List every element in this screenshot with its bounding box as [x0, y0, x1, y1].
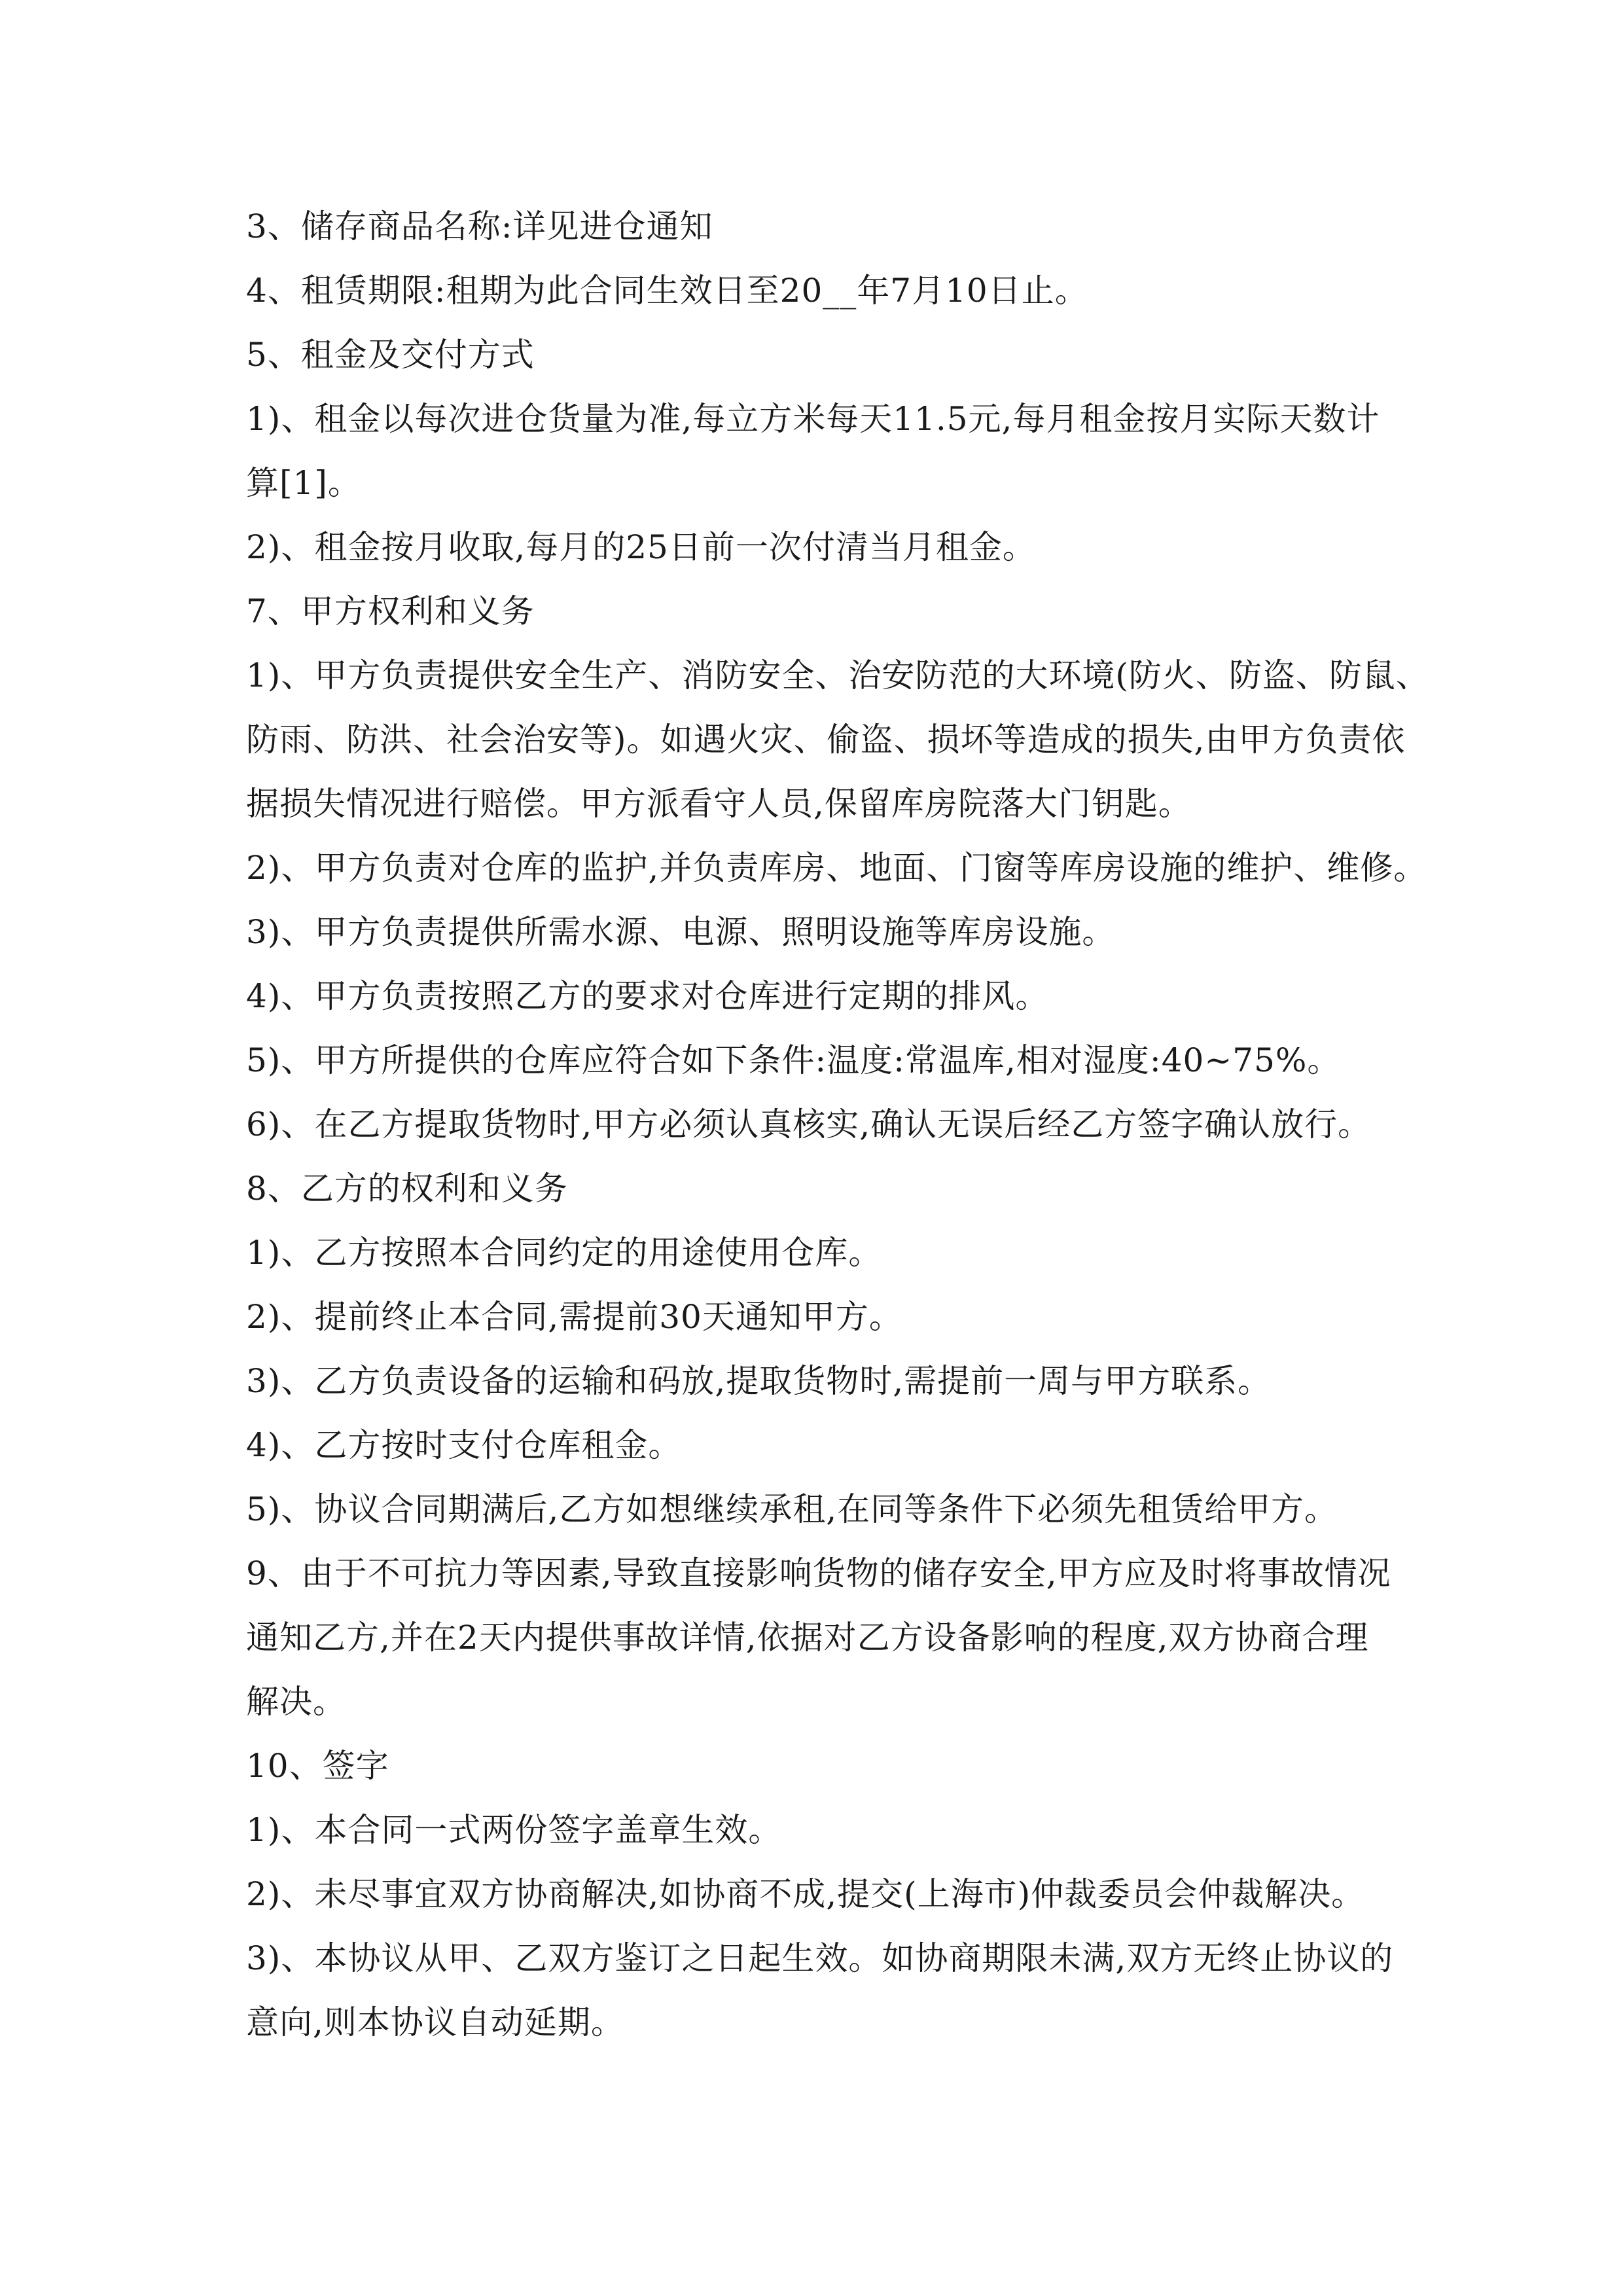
- text-line: 4、租赁期限:租期为此合同生效日至20__年7月10日止。: [246, 272, 1088, 310]
- text-line: 1)、租金以每次进仓货量为准,每立方米每天11.5元,每月租金按月实际天数计: [246, 400, 1380, 438]
- text-line: 3、储存商品名称:详见进仓通知: [246, 207, 713, 245]
- text-line: 3)、乙方负责设备的运输和码放,提取货物时,需提前一周与甲方联系。: [246, 1362, 1272, 1400]
- document-body: [246, 194, 1429, 2054]
- text-line: 2)、租金按月收取,每月的25日前一次付清当月租金。: [246, 528, 1036, 566]
- text-line: 解决。: [246, 1683, 346, 1721]
- text-line: 2)、甲方负责对仓库的监护,并负责库房、地面、门窗等库房设施的维护、维修。: [246, 849, 1427, 887]
- text-line: 4)、甲方负责按照乙方的要求对仓库进行定期的排风。: [246, 977, 1049, 1015]
- text-line: 防雨、防洪、社会治安等)。如遇火灾、偷盗、损坏等造成的损失,由甲方负责依: [246, 721, 1406, 759]
- text-line: 2)、提前终止本合同,需提前30天通知甲方。: [246, 1298, 902, 1336]
- text-line: 5、租金及交付方式: [246, 336, 535, 374]
- text-line: 意向,则本协议自动延期。: [246, 2003, 624, 2041]
- text-line: 5)、甲方所提供的仓库应符合如下条件:温度:常温库,相对湿度:40~75%。: [246, 1041, 1341, 1079]
- text-line: 3)、甲方负责提供所需水源、电源、照明设施等库房设施。: [246, 913, 1116, 951]
- text-line: 9、由于不可抗力等因素,导致直接影响货物的储存安全,甲方应及时将事故情况: [246, 1554, 1391, 1592]
- text-line: 7、甲方权利和义务: [246, 592, 535, 630]
- text-line: 算[1]。: [246, 464, 361, 502]
- text-line: 据损失情况进行赔偿。甲方派看守人员,保留库房院落大门钥匙。: [246, 785, 1192, 823]
- text-line: 8、乙方的权利和义务: [246, 1170, 568, 1208]
- text-line: 1)、乙方按照本合同约定的用途使用仓库。: [246, 1234, 882, 1272]
- text-line: 1)、甲方负责提供安全生产、消防安全、治安防范的大环境(防火、防盗、防鼠、: [246, 656, 1429, 694]
- text-line: 3)、本协议从甲、乙双方鉴订之日起生效。如协商期限未满,双方无终止协议的: [246, 1939, 1394, 1977]
- text-line: 通知乙方,并在2天内提供事故详情,依据对乙方设备影响的程度,双方协商合理: [246, 1619, 1369, 1657]
- text-line: 6)、在乙方提取货物时,甲方必须认真核实,确认无误后经乙方签字确认放行。: [246, 1105, 1372, 1143]
- text-line: 5)、协议合同期满后,乙方如想继续承租,在同等条件下必须先租赁给甲方。: [246, 1490, 1338, 1528]
- text-line: 1)、本合同一式两份签字盖章生效。: [246, 1811, 782, 1849]
- text-line: 4)、乙方按时支付仓库租金。: [246, 1426, 682, 1464]
- text-line: 10、签字: [246, 1747, 389, 1785]
- text-line: 2)、未尽事宜双方协商解决,如协商不成,提交(上海市)仲裁委员会仲裁解决。: [246, 1875, 1365, 1913]
